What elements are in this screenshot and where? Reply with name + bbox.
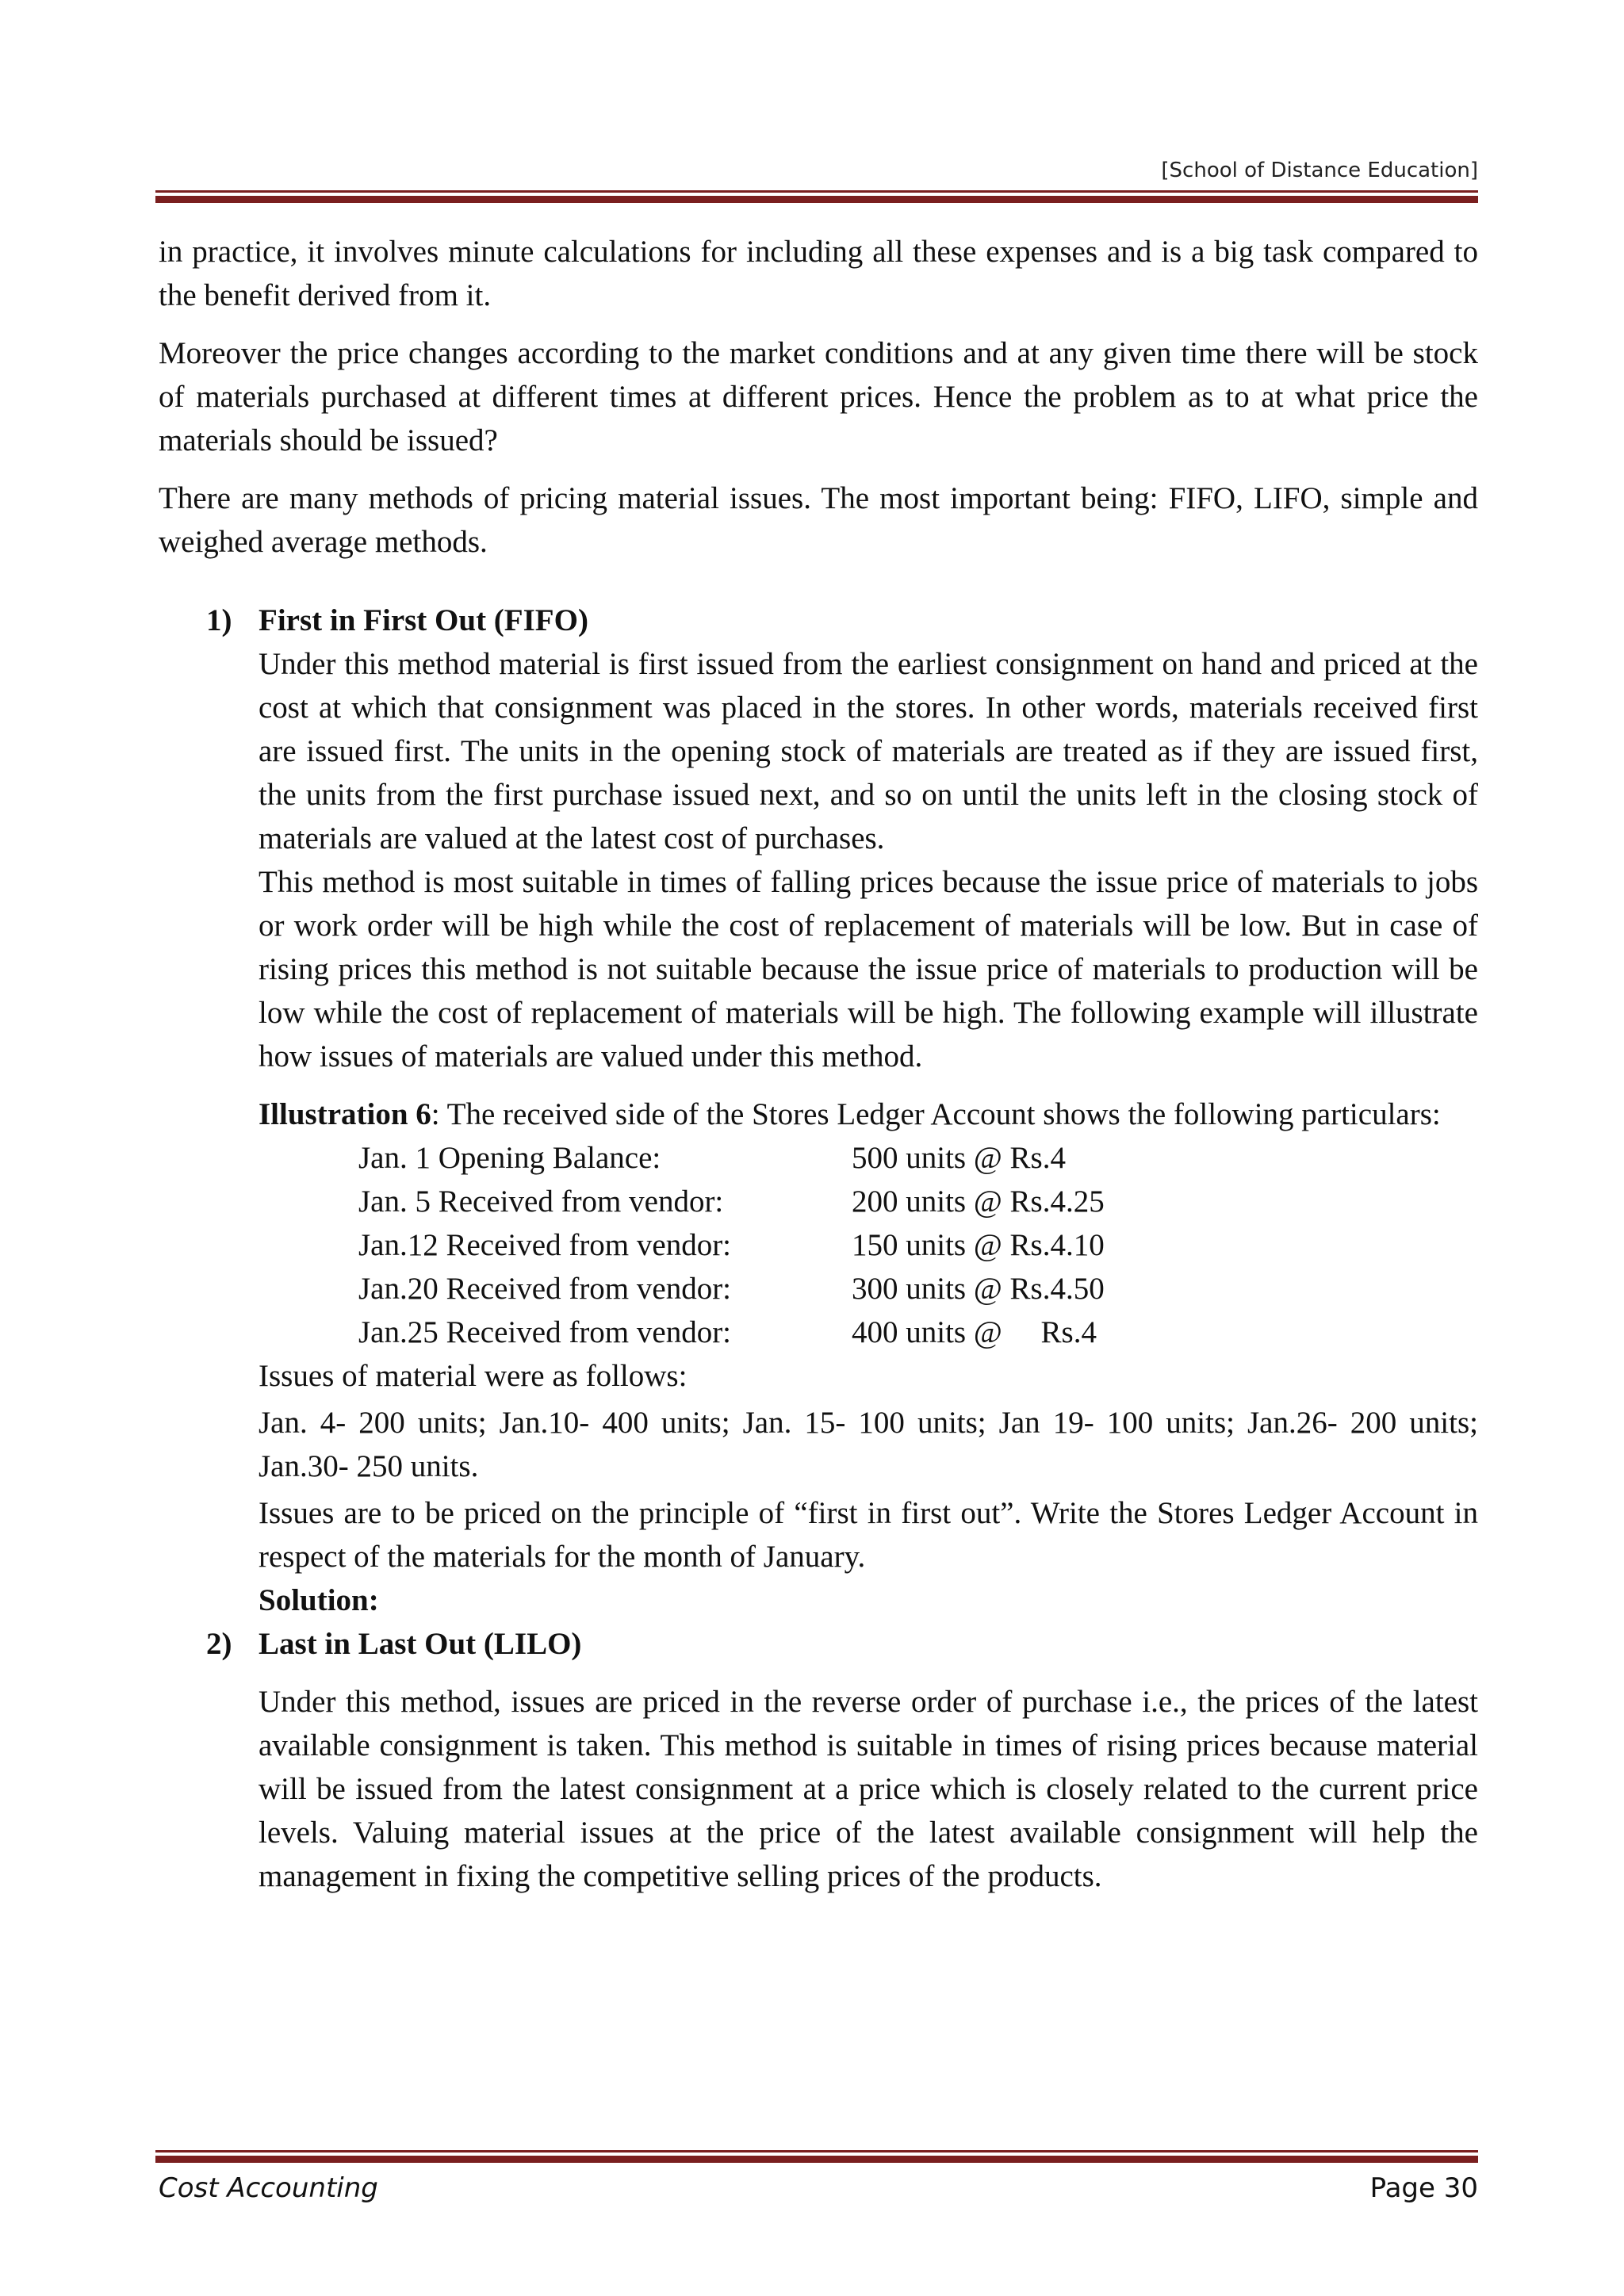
footer-page-number: Page 30 [1369,2172,1478,2204]
illustration-continued [159,1354,1478,1622]
fifo-paragraph-1: Under this method material is first issued from the earliest consignment on hand and priced at the cost at which that consignment was placed in the stores. In other words, materials received first are issued first. The units in the opening stock of materials are treated as if they are issued first, the units from the first purchase issued next, and so on until the units left in the closing stock of materials are valued at the latest cost of purchases. [259,647,1478,855]
lilo-number: 2) [206,1627,232,1661]
solution-label: Solution: [259,1583,379,1617]
illustration-label: Illustration 6 [259,1097,431,1131]
illustration-intro: Illustration 6: The received side of the Stores Ledger Account shows the following particulars: [259,1097,1441,1131]
header-rule [155,190,1478,203]
lilo-heading: Last in Last Out (LILO) [259,1627,582,1661]
fifo-number: 1) [206,603,232,637]
receipt-row: Jan.25 Received from vendor: 400 units @ Rs.4 [358,1315,1097,1349]
fifo-paragraph-2: This method is most suitable in times of falling prices because the issue price of materials to jobs or work order will be high while the cost of replacement of materials will be low. But in case of rising prices this method is not suitable because the issue price of materials to production will be low while the cost of replacement of materials will be high. The following example will illustrate how issues of materials are valued under this method. [259,865,1478,1073]
footer-course-title: Cost Accounting [159,2172,378,2204]
fifo-section [159,599,1478,1136]
instruction-text: Issues are to be priced on the principle of “first in first out”. Write the Stores Ledger Account in respect of the materials for the month of January. [259,1496,1478,1574]
issues-text: Jan. 4- 200 units; Jan.10- 400 units; Jan. 15- 100 units; Jan 19- 100 units; Jan.26- 200 units; Jan.30- 250 units. [259,1406,1478,1483]
fifo-heading: First in First Out (FIFO) [259,603,588,637]
intro-paragraph-3: There are many methods of pricing material issues. The most important being: FIFO, LIFO, simple and weighed average methods. [159,481,1478,559]
receipt-row: Jan.20 Received from vendor: 300 units @ Rs.4.50 [358,1272,1105,1306]
issues-heading: Issues of material were as follows: [259,1359,688,1393]
header-institution: [School of Distance Education] [1161,159,1478,182]
receipt-row: Jan. 1 Opening Balance: 500 units @ Rs.4 [358,1141,1066,1175]
lilo-section [159,1622,1478,1898]
body-text [159,230,1478,1898]
intro-paragraph-2: Moreover the price changes according to the market conditions and at any given time there will be stock of materials purchased at different times at different prices. Hence the problem as to at what price the materials should be issued? [159,336,1478,457]
lilo-paragraph-1: Under this method, issues are priced in the reverse order of purchase i.e., the prices of the latest available consignment is taken. This method is suitable in times of rising prices because material will be issued from the latest consignment at a price which is closely related to the current price levels. Valuing material issues at the price of the latest available consignment will help the management in fixing the competitive selling prices of the products. [259,1685,1478,1893]
intro-paragraph-1: in practice, it involves minute calculations for including all these expenses and is a big task compared to the benefit derived from it. [159,235,1478,312]
receipt-row: Jan.12 Received from vendor: 150 units @ Rs.4.10 [358,1228,1105,1262]
footer-rule [155,2150,1478,2163]
receipt-row: Jan. 5 Received from vendor: 200 units @ Rs.4.25 [358,1184,1105,1219]
